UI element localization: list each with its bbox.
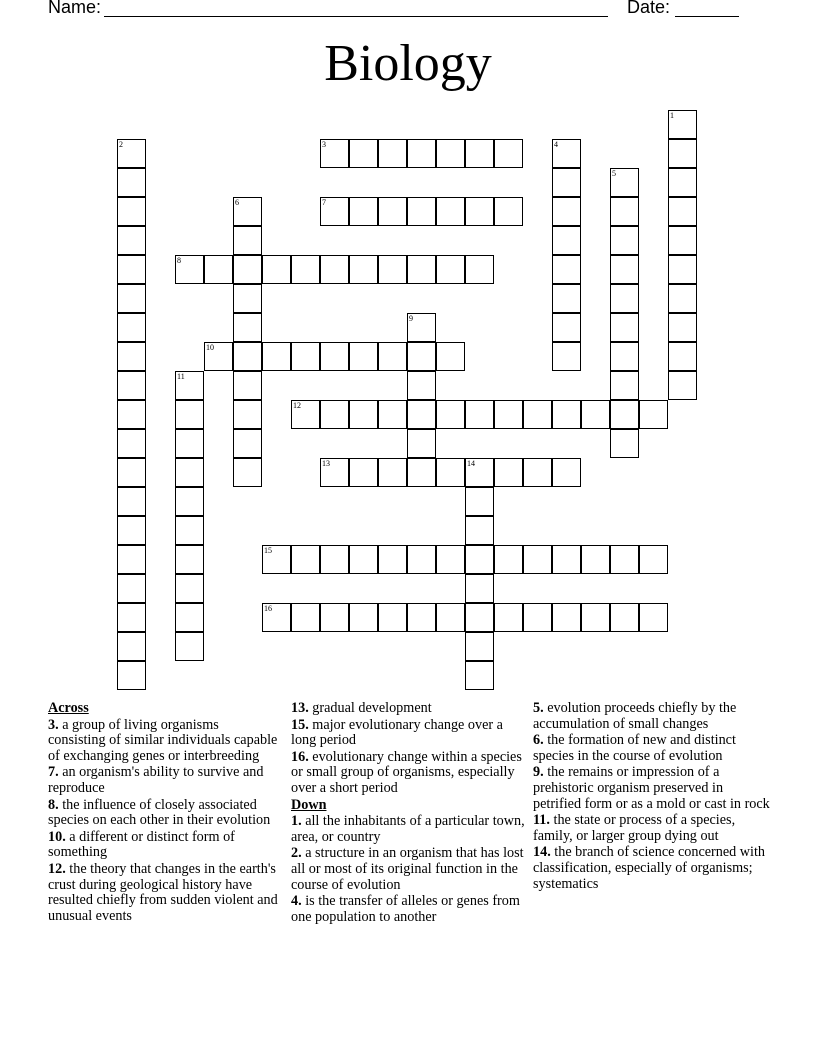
crossword-cell[interactable]	[378, 603, 407, 632]
clue-number-label: 10	[206, 343, 214, 352]
crossword-cell[interactable]	[436, 197, 465, 226]
crossword-cell[interactable]	[465, 458, 494, 487]
crossword-cell[interactable]	[262, 603, 291, 632]
crossword-cell[interactable]	[552, 139, 581, 168]
crossword-cell[interactable]	[233, 429, 262, 458]
crossword-cell[interactable]	[117, 313, 146, 342]
crossword-cell[interactable]	[175, 400, 204, 429]
clue-number-label: 12	[293, 401, 301, 410]
clue-number: 13.	[291, 700, 309, 716]
clue-text: all the inhabitants of a particular town, area, or country	[291, 813, 525, 845]
crossword-cell[interactable]	[610, 284, 639, 313]
clue-text: the branch of science concerned with classification, especially of organisms; systematics	[533, 844, 766, 892]
crossword-cell[interactable]	[465, 545, 494, 574]
crossword-cell[interactable]	[262, 342, 291, 371]
crossword-cell[interactable]	[175, 458, 204, 487]
crossword-cell[interactable]	[291, 545, 320, 574]
crossword-cell[interactable]	[175, 255, 204, 284]
crossword-cell[interactable]	[291, 603, 320, 632]
crossword-cell[interactable]	[233, 313, 262, 342]
clue-text: a structure in an organism that has lost all or most of its original function in the course of evolution	[291, 845, 524, 893]
crossword-cell[interactable]	[610, 342, 639, 371]
crossword-cell[interactable]	[668, 255, 697, 284]
crossword-cell[interactable]	[291, 255, 320, 284]
crossword-cell[interactable]	[320, 139, 349, 168]
clue-across	[48, 830, 278, 861]
crossword-cell[interactable]	[465, 255, 494, 284]
clue-text: a group of living organisms consisting of similar individuals capable of exchanging genes or interbreeding	[48, 716, 278, 764]
crossword-cell[interactable]	[349, 342, 378, 371]
crossword-cell[interactable]	[581, 603, 610, 632]
clue-text: a different or distinct form of something	[48, 828, 235, 861]
crossword-cell[interactable]	[639, 603, 668, 632]
crossword-cell[interactable]	[117, 255, 146, 284]
crossword-cell[interactable]	[465, 632, 494, 661]
crossword-cell[interactable]	[320, 197, 349, 226]
crossword-cell[interactable]	[175, 487, 204, 516]
crossword-cell[interactable]	[378, 458, 407, 487]
crossword-cell[interactable]	[523, 458, 552, 487]
clues-column-1	[48, 701, 278, 925]
clue-down	[291, 814, 527, 845]
crossword-cell[interactable]	[610, 197, 639, 226]
crossword-cell[interactable]	[407, 255, 436, 284]
crossword-cell[interactable]	[117, 661, 146, 690]
crossword-cell[interactable]	[610, 255, 639, 284]
crossword-cell[interactable]	[117, 632, 146, 661]
crossword-cell[interactable]	[610, 400, 639, 429]
clue-number: 2.	[291, 845, 302, 862]
date-label: Date:	[627, 0, 671, 17]
crossword-cell[interactable]	[117, 516, 146, 545]
crossword-cell[interactable]	[117, 168, 146, 197]
clue-number: 9.	[533, 764, 544, 781]
crossword-cell[interactable]	[523, 603, 552, 632]
crossword-cell[interactable]	[378, 139, 407, 168]
crossword-cell[interactable]	[552, 342, 581, 371]
crossword-cell[interactable]	[117, 603, 146, 632]
crossword-cell[interactable]	[552, 400, 581, 429]
clue-number-label: 6	[235, 198, 239, 207]
crossword-cell[interactable]	[610, 603, 639, 632]
crossword-cell[interactable]	[117, 487, 146, 516]
crossword-cell[interactable]	[407, 342, 436, 371]
crossword-cell[interactable]	[639, 400, 668, 429]
crossword-cell[interactable]	[117, 197, 146, 226]
crossword-cell[interactable]	[523, 400, 552, 429]
clue-text: evolution proceeds chiefly by the accumulation of small changes	[533, 700, 737, 732]
crossword-cell[interactable]	[175, 603, 204, 632]
crossword-cell[interactable]	[117, 574, 146, 603]
crossword-cell[interactable]	[494, 400, 523, 429]
crossword-cell[interactable]	[117, 371, 146, 400]
clue-number-label: 11	[177, 372, 185, 381]
crossword-cell[interactable]	[436, 139, 465, 168]
crossword-cell[interactable]	[436, 255, 465, 284]
crossword-cell[interactable]	[233, 197, 262, 226]
crossword-cell[interactable]	[233, 342, 262, 371]
crossword-cell[interactable]	[552, 255, 581, 284]
clue-across	[48, 718, 278, 765]
crossword-cell[interactable]	[436, 342, 465, 371]
crossword-cell[interactable]	[552, 226, 581, 255]
crossword-cell[interactable]	[262, 545, 291, 574]
crossword-cell[interactable]	[175, 632, 204, 661]
crossword-cell[interactable]	[233, 458, 262, 487]
crossword-cell[interactable]	[349, 400, 378, 429]
clue-number: 14.	[533, 844, 551, 861]
crossword-cell[interactable]	[465, 400, 494, 429]
crossword-cell[interactable]	[436, 400, 465, 429]
crossword-cell[interactable]	[349, 458, 378, 487]
crossword-cell[interactable]	[552, 197, 581, 226]
clue-number-label: 15	[264, 546, 272, 555]
crossword-cell[interactable]	[668, 168, 697, 197]
clue-number: 1.	[291, 813, 302, 830]
clue-down	[533, 813, 773, 844]
crossword-cell[interactable]	[233, 226, 262, 255]
crossword-cell[interactable]	[407, 197, 436, 226]
crossword-cell[interactable]	[436, 545, 465, 574]
clue-number: 6.	[533, 732, 544, 749]
crossword-cell[interactable]	[378, 255, 407, 284]
crossword-cell[interactable]	[291, 400, 320, 429]
clue-number-label: 9	[409, 314, 413, 323]
crossword-cell[interactable]	[320, 255, 349, 284]
clue-text: evolutionary change within a species or small group of organisms, especially over a short period	[291, 748, 522, 796]
crossword-cell[interactable]	[378, 197, 407, 226]
crossword-cell[interactable]	[494, 603, 523, 632]
clue-number: 10.	[48, 828, 66, 845]
crossword-cell[interactable]	[639, 545, 668, 574]
down-heading: Down	[291, 796, 327, 813]
name-label: Name:	[48, 0, 102, 17]
crossword-cell[interactable]	[204, 255, 233, 284]
clue-number: 4.	[291, 893, 302, 910]
crossword-cell[interactable]	[320, 545, 349, 574]
clue-text: the influence of closely associated species on each other in their evolution	[48, 796, 271, 829]
crossword-cell[interactable]	[668, 197, 697, 226]
crossword-cell[interactable]	[552, 603, 581, 632]
crossword-cell[interactable]	[349, 139, 378, 168]
crossword-cell[interactable]	[407, 139, 436, 168]
clue-text: is the transfer of alleles or genes from one population to another	[291, 893, 520, 925]
crossword-cell[interactable]	[668, 226, 697, 255]
crossword-cell[interactable]	[117, 226, 146, 255]
crossword-cell[interactable]	[378, 342, 407, 371]
crossword-cell[interactable]	[465, 487, 494, 516]
crossword-cell[interactable]	[581, 545, 610, 574]
crossword-cell[interactable]	[668, 284, 697, 313]
clue-text: the formation of new and distinct species in the course of evolution	[533, 732, 736, 764]
crossword-cell[interactable]	[117, 545, 146, 574]
crossword-cell[interactable]	[465, 516, 494, 545]
crossword-cell[interactable]	[117, 284, 146, 313]
page-title: Biology	[324, 35, 492, 92]
crossword-cell[interactable]	[581, 400, 610, 429]
clue-number-label: 14	[467, 459, 475, 468]
crossword-cell[interactable]	[494, 139, 523, 168]
clue-number: 16.	[291, 748, 309, 765]
clue-number-label: 8	[177, 256, 181, 265]
crossword-cell[interactable]	[436, 458, 465, 487]
crossword-cell[interactable]	[465, 574, 494, 603]
clues-column-2	[291, 701, 527, 926]
crossword-cell[interactable]	[552, 313, 581, 342]
clue-number: 7.	[48, 764, 59, 781]
crossword-cell[interactable]	[175, 516, 204, 545]
crossword-cell[interactable]	[407, 313, 436, 342]
crossword-cell[interactable]	[465, 139, 494, 168]
crossword-cell[interactable]	[552, 284, 581, 313]
crossword-cell[interactable]	[117, 400, 146, 429]
clue-number: 8.	[48, 796, 59, 813]
crossword-cell[interactable]	[436, 603, 465, 632]
crossword-cell[interactable]	[349, 197, 378, 226]
clue-across	[48, 798, 278, 829]
clue-number-label: 16	[264, 604, 272, 613]
crossword-cell[interactable]	[610, 226, 639, 255]
clue-number-label: 7	[322, 198, 326, 207]
crossword-cell[interactable]	[320, 603, 349, 632]
crossword-cell[interactable]	[610, 429, 639, 458]
crossword-cell[interactable]	[610, 313, 639, 342]
crossword-cell[interactable]	[610, 168, 639, 197]
crossword-cell[interactable]	[494, 197, 523, 226]
clue-number: 11.	[533, 812, 550, 829]
crossword-cell[interactable]	[407, 603, 436, 632]
crossword-cell[interactable]	[523, 545, 552, 574]
crossword-cell[interactable]	[349, 255, 378, 284]
crossword-cell[interactable]	[233, 255, 262, 284]
clues-column-3	[533, 701, 773, 893]
crossword-cell[interactable]	[668, 313, 697, 342]
clue-text: the state or process of a species, family, or larger group dying out	[533, 812, 736, 844]
crossword-cell[interactable]	[262, 255, 291, 284]
clue-across	[291, 718, 527, 749]
crossword-cell[interactable]	[349, 603, 378, 632]
across-heading: Across	[48, 700, 89, 716]
crossword-cell[interactable]	[407, 545, 436, 574]
clue-text: an organism's ability to survive and reproduce	[48, 764, 264, 796]
crossword-cell[interactable]	[668, 342, 697, 371]
crossword-cell[interactable]	[349, 545, 378, 574]
clue-across	[48, 862, 278, 924]
crossword-cell[interactable]	[175, 574, 204, 603]
clue-number: 15.	[291, 716, 309, 733]
clue-number: 12.	[48, 860, 66, 877]
crossword-cell[interactable]	[175, 545, 204, 574]
crossword-cell[interactable]	[117, 139, 146, 168]
clue-number-label: 13	[322, 459, 330, 468]
clue-number-label: 2	[119, 140, 123, 149]
crossword-cell[interactable]	[378, 545, 407, 574]
crossword-cell[interactable]	[233, 284, 262, 313]
crossword-cell[interactable]	[465, 661, 494, 690]
clue-down	[533, 701, 773, 732]
crossword-cell[interactable]	[610, 371, 639, 400]
clue-text: gradual development	[308, 700, 432, 716]
crossword-cell[interactable]	[175, 429, 204, 458]
crossword-cell[interactable]	[552, 458, 581, 487]
clue-down	[533, 845, 773, 892]
clue-across	[291, 750, 527, 797]
crossword-cell[interactable]	[668, 139, 697, 168]
clue-down	[291, 894, 527, 925]
clue-number-label: 5	[612, 169, 616, 178]
crossword-cell[interactable]	[233, 400, 262, 429]
crossword-cell[interactable]	[204, 342, 233, 371]
crossword-cell[interactable]	[668, 371, 697, 400]
clue-down	[291, 846, 527, 893]
clue-down	[533, 733, 773, 764]
clue-number: 5.	[533, 700, 544, 716]
clue-down	[533, 765, 773, 812]
crossword-cell[interactable]	[233, 371, 262, 400]
crossword-cell[interactable]	[407, 371, 436, 400]
crossword-cell[interactable]	[117, 458, 146, 487]
crossword-cell[interactable]	[407, 458, 436, 487]
crossword-cell[interactable]	[175, 371, 204, 400]
clue-number-label: 4	[554, 140, 558, 149]
crossword-cell[interactable]	[117, 342, 146, 371]
crossword-cell[interactable]	[465, 197, 494, 226]
crossword-cell[interactable]	[552, 545, 581, 574]
crossword-cell[interactable]	[465, 603, 494, 632]
crossword-cell[interactable]	[378, 400, 407, 429]
crossword-cell[interactable]	[494, 545, 523, 574]
crossword-cell[interactable]	[668, 110, 697, 139]
crossword-cell[interactable]	[320, 342, 349, 371]
clue-number: 3.	[48, 716, 59, 733]
clue-across	[48, 765, 278, 796]
crossword-cell[interactable]	[291, 342, 320, 371]
crossword-cell[interactable]	[552, 168, 581, 197]
clue-number-label: 1	[670, 111, 674, 120]
crossword-cell[interactable]	[494, 458, 523, 487]
clue-number-label: 3	[322, 140, 326, 149]
clue-text: major evolutionary change over a long period	[291, 716, 503, 749]
crossword-cell[interactable]	[320, 458, 349, 487]
crossword-cell[interactable]	[610, 545, 639, 574]
crossword-cell[interactable]	[407, 429, 436, 458]
clue-text: the theory that changes in the earth's crust during geological history have resulted chiefly from sudden violent and unusual events	[48, 860, 278, 924]
clue-text: the remains or impression of a prehistoric organism preserved in petrified form or as a mold or cast in rock	[533, 764, 770, 812]
crossword-cell[interactable]	[320, 400, 349, 429]
crossword-cell[interactable]	[117, 429, 146, 458]
crossword-cell[interactable]	[407, 400, 436, 429]
clues-section	[48, 701, 778, 961]
clue-across	[291, 701, 527, 717]
